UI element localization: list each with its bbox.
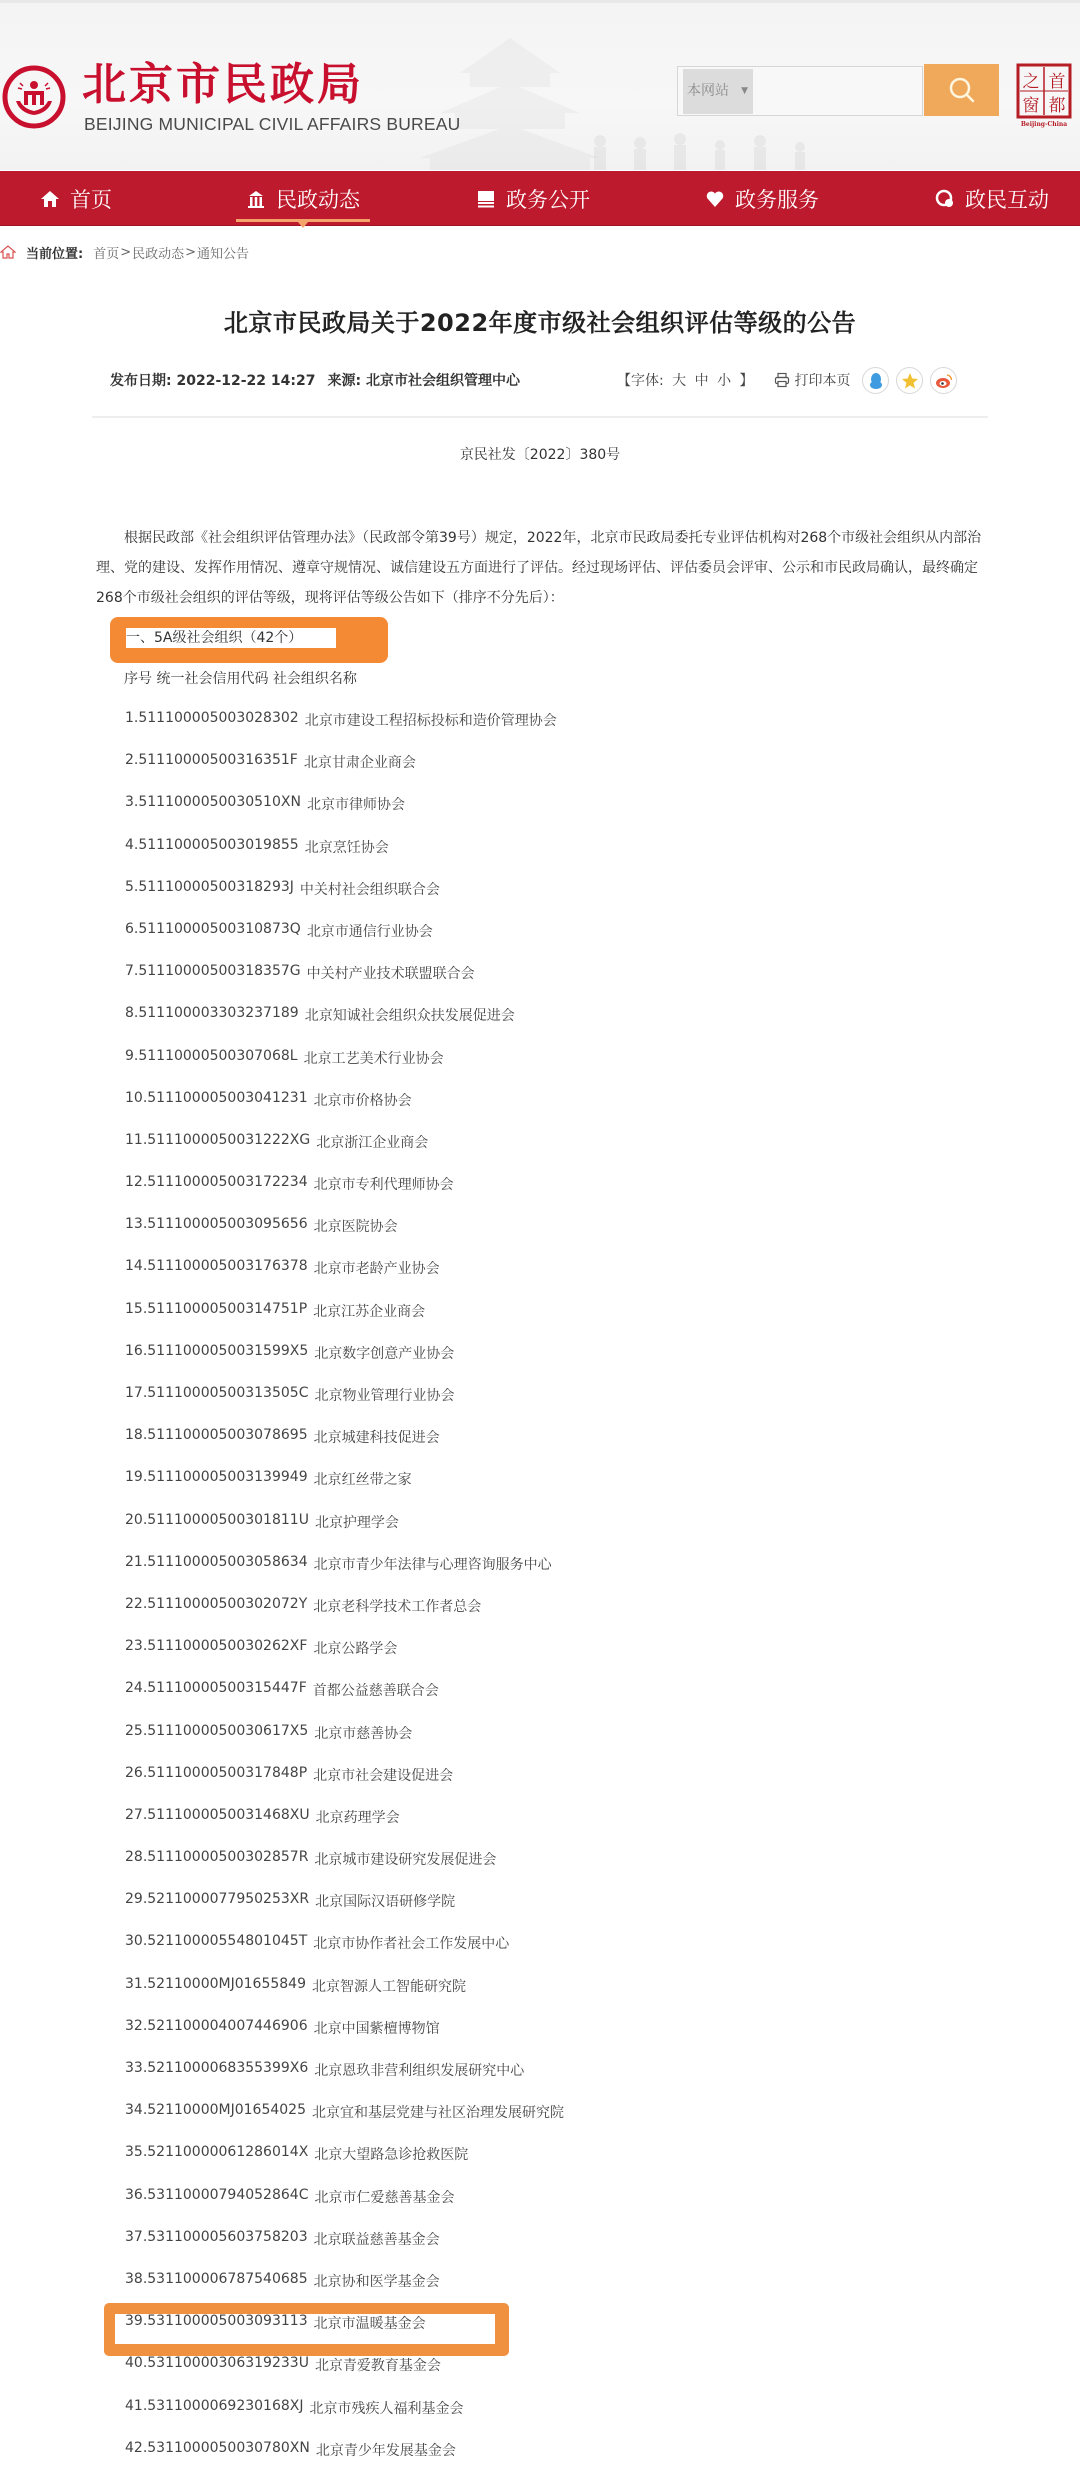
breadcrumb-home[interactable]: 首页	[93, 246, 120, 262]
breadcrumb	[0, 240, 249, 264]
credit-code: 51110000500318293J	[138, 878, 294, 895]
row-number: 26.	[125, 1764, 148, 1781]
organization-name: 北京市专利代理师协会	[313, 1177, 454, 1194]
table-row	[125, 1301, 564, 1343]
search-box	[677, 66, 923, 116]
organization-name: 北京协和医学基金会	[313, 2273, 440, 2290]
nav-item-government-services[interactable]	[705, 171, 819, 226]
organization-name: 北京医院协会	[313, 1219, 398, 1236]
table-row	[125, 2355, 564, 2397]
row-number: 33.	[125, 2060, 148, 2076]
organization-name: 北京大望路急诊抢救医院	[314, 2147, 469, 2164]
table-row	[125, 1596, 564, 1638]
table-row	[125, 752, 564, 794]
organization-name: 北京市律师协会	[306, 797, 405, 814]
organization-name: 北京国际汉语研修学院	[315, 1894, 456, 1911]
dropdown-caret-icon: ▼	[741, 86, 748, 96]
site-name-cn[interactable]: 北京市民政局	[82, 59, 364, 110]
table-row	[125, 1849, 564, 1891]
credit-code: 5111000050030262XF	[147, 1638, 308, 1655]
row-number: 28.	[125, 1849, 148, 1866]
credit-code: 511100005003058634	[147, 1553, 308, 1570]
row-number: 25.	[125, 1722, 148, 1739]
row-number: 11.	[125, 1131, 148, 1148]
header-divider	[92, 416, 988, 418]
credit-code: 51110000500310873Q	[138, 920, 301, 937]
star-icon	[901, 372, 919, 390]
credit-code: 511100005003176378	[147, 1258, 308, 1275]
credit-code: 52110000MJ01654025	[147, 2102, 306, 2119]
row-number: 9.	[125, 1047, 139, 1064]
table-row	[125, 963, 564, 1005]
table-row	[125, 879, 564, 921]
table-row	[125, 1258, 564, 1300]
search-scope-dropdown[interactable]	[683, 69, 753, 114]
row-number: 23.	[125, 1638, 148, 1655]
svg-text:Beijing-China: Beijing-China	[1020, 121, 1068, 128]
table-row	[125, 1723, 564, 1765]
capital-window-logo[interactable]	[1016, 63, 1072, 129]
search-input[interactable]	[754, 69, 922, 114]
svg-text:都: 都	[1048, 96, 1066, 116]
article-meta	[110, 370, 520, 390]
organization-name: 北京联益慈善基金会	[313, 2231, 440, 2248]
organization-name: 北京市价格协会	[313, 1092, 412, 1109]
organization-name: 中关村产业技术联盟联合会	[306, 966, 475, 983]
share-qq-button[interactable]	[862, 367, 889, 394]
table-row	[125, 1807, 564, 1849]
table-row	[125, 2187, 564, 2229]
row-number: 27.	[125, 1806, 148, 1823]
table-row	[125, 1765, 564, 1807]
search-scope-label: 本网站	[687, 83, 729, 99]
search-button[interactable]	[924, 64, 999, 116]
table-row	[125, 1976, 564, 2018]
svg-text:窗: 窗	[1022, 96, 1040, 116]
row-number: 30.	[125, 1933, 148, 1950]
organization-name: 首都公益慈善联合会	[312, 1683, 439, 1700]
breadcrumb-notices[interactable]: 通知公告	[197, 246, 250, 262]
font-size-open: 【字体:	[617, 373, 664, 389]
font-size-large-button[interactable]: 大	[672, 373, 687, 389]
table-row	[125, 2313, 564, 2355]
credit-code: 51110000500318357G	[138, 963, 301, 980]
chat-icon	[935, 189, 955, 209]
font-size-controls	[615, 370, 756, 390]
organization-name: 北京青爱教育基金会	[314, 2358, 441, 2375]
nav-item-label: 政务公开	[506, 187, 590, 212]
organization-name: 北京市社会建设促进会	[313, 1767, 454, 1784]
row-number: 19.	[125, 1469, 148, 1486]
table-row	[125, 1469, 564, 1511]
row-number: 37.	[125, 2228, 148, 2245]
organization-name: 北京城建科技促进会	[313, 1430, 440, 1447]
article-title: 北京市民政局关于2022年度市级社会组织评估等级的公告	[223, 309, 857, 337]
table-row	[125, 837, 564, 879]
nav-item-label: 首页	[70, 187, 112, 212]
table-row	[125, 1216, 564, 1258]
credit-code: 511100005003172234	[147, 1174, 308, 1191]
table-row	[125, 1427, 564, 1469]
civil-affairs-emblem-icon	[2, 65, 66, 129]
row-number: 36.	[125, 2186, 148, 2203]
credit-code: 52110000554801045T	[147, 1933, 308, 1950]
organization-name: 北京护理学会	[314, 1514, 399, 1531]
font-size-small-button[interactable]: 小	[717, 373, 732, 389]
site-header	[0, 0, 1080, 170]
table-column-header: 序号 统一社会信用代码 社会组织名称	[124, 671, 357, 687]
row-number: 42.	[125, 2439, 148, 2456]
table-row	[125, 2102, 564, 2144]
credit-code: 5111000050030617X5	[147, 1722, 309, 1739]
nav-item-label: 民政动态	[276, 187, 360, 212]
credit-code: 531100006787540685	[147, 2270, 308, 2287]
table-row	[125, 2440, 564, 2482]
organization-name: 北京红丝带之家	[313, 1472, 412, 1489]
row-number: 39.	[125, 2313, 148, 2330]
credit-code: 51110000500317848P	[147, 1764, 308, 1781]
organization-name: 北京老科学技术工作者总会	[313, 1598, 482, 1615]
credit-code: 5211000068355399X6	[147, 2060, 309, 2076]
organization-name: 北京市协作者社会工作发展中心	[313, 1936, 510, 1953]
organization-name: 北京数字创意产业协会	[314, 1345, 455, 1362]
print-button[interactable]	[774, 370, 851, 390]
main-nav	[0, 171, 1080, 226]
organization-name: 北京市仁爱慈善基金会	[314, 2189, 455, 2206]
row-number: 31.	[125, 1975, 148, 1992]
credit-code: 52110000MJ01655849	[147, 1975, 306, 1992]
share-weibo-button[interactable]	[930, 367, 957, 394]
table-row	[125, 1005, 564, 1047]
nav-item-home[interactable]	[40, 171, 112, 226]
row-number: 14.	[125, 1258, 148, 1275]
row-number: 17.	[125, 1385, 148, 1401]
organization-name: 北京市建设工程招标投标和造价管理协会	[304, 713, 557, 729]
credit-code: 511100005003139949	[147, 1469, 308, 1486]
row-number: 5.	[125, 878, 139, 895]
credit-code: 511100005003078695	[147, 1427, 308, 1444]
svg-text:首: 首	[1048, 72, 1066, 92]
source-label: 来源:	[327, 373, 362, 389]
table-row	[125, 1933, 564, 1975]
breadcrumb-separator: >	[185, 244, 197, 260]
credit-code: 5311000069230168XJ	[147, 2397, 304, 2414]
row-number: 24.	[125, 1680, 148, 1697]
article-tools	[615, 370, 851, 390]
table-row	[125, 1048, 564, 1090]
row-number: 3.	[125, 794, 139, 811]
credit-code: 511100003303237189	[138, 1005, 299, 1022]
table-row	[125, 2398, 564, 2440]
organization-name: 北京公路学会	[313, 1641, 398, 1658]
organization-name: 北京市慈善协会	[314, 1725, 413, 1742]
font-size-close: 】	[739, 373, 754, 389]
printer-icon	[774, 372, 790, 388]
credit-code: 51110000500307068L	[138, 1047, 298, 1064]
table-row	[125, 2271, 564, 2313]
nav-item-label: 政务服务	[735, 187, 819, 212]
document-number: 京民社发〔2022〕380号	[459, 447, 621, 463]
publish-date: 2022-12-22 14:27	[176, 373, 316, 389]
weibo-icon	[935, 372, 953, 390]
credit-code: 51110000500314751P	[147, 1300, 308, 1317]
table-row	[125, 921, 564, 963]
table-row	[125, 1554, 564, 1596]
row-number: 10.	[125, 1089, 148, 1106]
organization-name: 北京恩玖非营利组织发展研究中心	[314, 2063, 525, 2079]
credit-code: 5111000050031599X5	[147, 1342, 309, 1359]
organization-name: 北京市残疾人福利基金会	[309, 2400, 464, 2417]
credit-code: 51110000500315447F	[147, 1680, 307, 1697]
svg-text:之: 之	[1022, 72, 1040, 92]
table-row	[125, 1680, 564, 1722]
organization-name: 北京青少年发展基金会	[315, 2442, 456, 2459]
nav-item-public-interaction[interactable]	[935, 171, 1049, 226]
qq-penguin-icon	[868, 372, 884, 390]
table-row	[125, 2229, 564, 2271]
nav-item-label: 政民互动	[965, 187, 1049, 212]
breadcrumb-civil-news[interactable]: 民政动态	[132, 246, 185, 262]
row-number: 7.	[125, 963, 139, 980]
home-outline-icon	[0, 244, 16, 260]
document-icon	[476, 189, 496, 209]
row-number: 22.	[125, 1595, 148, 1612]
row-number: 41.	[125, 2397, 148, 2414]
credit-code: 53110000794052864C	[147, 2186, 309, 2203]
people-background-icon	[580, 133, 880, 170]
row-number: 4.	[125, 836, 139, 853]
row-number: 16.	[125, 1342, 148, 1359]
row-number: 13.	[125, 1216, 148, 1233]
organization-name: 北京宜和基层党建与社区治理发展研究院	[312, 2105, 564, 2122]
organization-name: 北京智源人工智能研究院	[312, 1978, 466, 1995]
organization-name: 北京城市建设研究发展促进会	[314, 1852, 497, 1869]
credit-code: 531100005603758203	[147, 2228, 308, 2245]
organization-name: 北京物业管理行业协会	[314, 1388, 455, 1404]
credit-code: 51110000500313505C	[147, 1385, 309, 1401]
row-number: 20.	[125, 1511, 148, 1528]
table-row	[125, 1512, 564, 1554]
table-row	[125, 1385, 564, 1427]
building-icon	[246, 189, 266, 209]
organization-name: 北京知诚社会组织众扶发展促进会	[304, 1008, 515, 1025]
organization-name: 北京市青少年法律与心理咨询服务中心	[313, 1556, 552, 1573]
publish-date-label: 发布日期:	[110, 373, 172, 389]
row-number: 15.	[125, 1300, 148, 1317]
search-icon	[947, 75, 977, 105]
credit-code: 511100005003041231	[147, 1089, 308, 1106]
font-size-medium-button[interactable]: 中	[694, 373, 709, 389]
breadcrumb-label: 当前位置:	[26, 246, 84, 262]
credit-code: 511100005003095656	[147, 1216, 308, 1233]
site-name-en: BEIJING MUNICIPAL CIVIL AFFAIRS BUREAU	[84, 114, 461, 134]
table-row	[125, 1132, 564, 1174]
credit-code: 5111000050031468XU	[147, 1806, 310, 1823]
nav-item-government-affairs[interactable]	[476, 171, 590, 226]
credit-code: 511100005003019855	[138, 836, 299, 853]
row-number: 40.	[125, 2355, 148, 2372]
row-number: 38.	[125, 2270, 148, 2287]
table-row	[125, 1090, 564, 1132]
table-row	[125, 1174, 564, 1216]
table-row	[125, 1343, 564, 1385]
table-row	[125, 710, 564, 752]
table-row	[125, 2018, 564, 2060]
organization-name: 中关村社会组织联合会	[299, 881, 440, 898]
table-row	[125, 1891, 564, 1933]
row-number: 8.	[125, 1005, 139, 1022]
heart-icon	[705, 189, 725, 209]
credit-code: 5311000050030780XN	[147, 2439, 310, 2456]
share-favorite-button[interactable]	[896, 367, 923, 394]
section-title-5a: 一、5A级社会组织（42个）	[126, 630, 303, 646]
organization-name: 北京药理学会	[315, 1809, 400, 1826]
source: 北京市社会组织管理中心	[365, 373, 520, 389]
home-icon	[40, 189, 60, 209]
credit-code: 51110000500301811U	[147, 1511, 309, 1528]
row-number: 29.	[125, 1891, 148, 1908]
print-label: 打印本页	[794, 373, 851, 389]
organization-name: 北京中国紫檀博物馆	[313, 2020, 440, 2037]
credit-code: 5211000077950253XR	[147, 1891, 310, 1908]
organization-name: 北京市通信行业协会	[306, 923, 433, 940]
credit-code: 51110000500316351F	[138, 752, 298, 769]
credit-code: 531100005003093113	[147, 2313, 308, 2330]
row-number: 18.	[125, 1427, 148, 1444]
row-number: 32.	[125, 2017, 148, 2034]
table-row	[125, 2144, 564, 2186]
table-row	[125, 1638, 564, 1680]
credit-code: 51110000500302857R	[147, 1849, 309, 1866]
row-number: 12.	[125, 1174, 148, 1191]
credit-code: 53110000306319233U	[147, 2355, 309, 2372]
intro-paragraph: 根据民政部《社会组织评估管理办法》（民政部令第39号）规定，2022年，北京市民政局委托专业评估机构对268个市级社会组织从内部治理、党的建设、发挥作用情况、遵章守规情况、诚信建设五方面进行了评估。经过现场评估、评估委员会评审、公示和市民政局确认，最终确定268个市级社会组织的评估等级，现将评估等级公告如下（排序不分先后）：	[96, 530, 982, 606]
organization-name: 北京工艺美术行业协会	[303, 1050, 444, 1067]
organization-name: 北京浙江企业商会	[316, 1134, 429, 1151]
row-number: 1.	[125, 710, 139, 726]
row-number: 2.	[125, 752, 139, 769]
organization-name: 北京市温暖基金会	[313, 2316, 426, 2333]
organization-name: 北京烹饪协会	[304, 839, 389, 856]
organization-name: 北京甘肃企业商会	[303, 755, 416, 772]
credit-code: 5111000050031222XG	[147, 1131, 311, 1148]
organization-list	[125, 710, 564, 2482]
table-row	[125, 794, 564, 836]
nav-item-civil-news[interactable]	[246, 171, 360, 226]
credit-code: 51110000500302072Y	[147, 1595, 308, 1612]
row-number: 34.	[125, 2102, 148, 2119]
organization-name: 北京江苏企业商会	[313, 1303, 426, 1320]
credit-code: 511100005003028302	[138, 710, 299, 726]
credit-code: 52110000061286014X	[147, 2144, 309, 2161]
organization-name: 北京市老龄产业协会	[313, 1261, 440, 1278]
breadcrumb-separator: >	[120, 244, 132, 260]
credit-code: 521100004007446906	[147, 2017, 308, 2034]
credit-code: 5111000050030510XN	[138, 794, 301, 811]
row-number: 21.	[125, 1553, 148, 1570]
table-row	[125, 2060, 564, 2102]
row-number: 6.	[125, 920, 139, 937]
row-number: 35.	[125, 2144, 148, 2161]
